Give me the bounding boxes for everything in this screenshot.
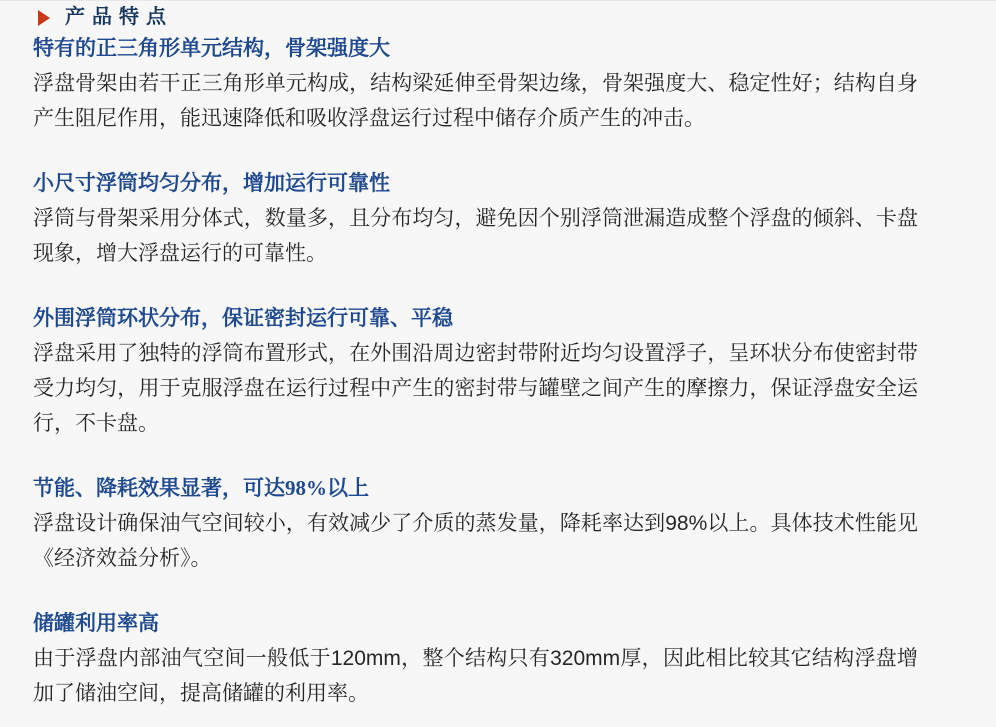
section-heading: 外围浮筒环状分布，保证密封运行可靠、平稳 [33, 306, 453, 330]
section-body: 浮盘采用了独特的浮筒布置形式，在外围沿周边密封带附近均匀设置浮子，呈环状分布使密封带受力均匀，用于克服浮盘在运行过程中产生的密封带与罐壁之间产生的摩擦力，保证浮盘安全运行，不卡盘。 [33, 342, 918, 435]
section-body: 浮盘骨架由若干正三角形单元构成，结构梁延伸至骨架边缘，骨架强度大、稳定性好；结构自身产生阻尼作用，能迅速降低和吸收浮盘运行过程中储存介质产生的冲击。 [33, 72, 918, 130]
red-triangle-bullet-icon [38, 10, 50, 26]
section-heading: 特有的正三角形单元结构，骨架强度大 [33, 36, 390, 60]
section-body: 由于浮盘内部油气空间一般低于120mm，整个结构只有320mm厚，因此相比较其它结构浮盘增加了储油空间，提高储罐的利用率。 [33, 647, 918, 705]
section-heading: 节能、降耗效果显著，可达98%以上 [33, 476, 369, 500]
page-title: 产品特点 [65, 6, 173, 28]
section-body: 浮盘设计确保油气空间较小，有效减少了介质的蒸发量，降耗率达到98%以上。具体技术性能见《经济效益分析》。 [33, 512, 918, 570]
section-body: 浮筒与骨架采用分体式，数量多，且分布均匀，避免因个别浮筒泄漏造成整个浮盘的倾斜、卡盘现象，增大浮盘运行的可靠性。 [33, 207, 918, 265]
section-heading: 小尺寸浮筒均匀分布，增加运行可靠性 [33, 171, 390, 195]
page-header [38, 4, 960, 31]
feature-section-tank-utilization [33, 606, 960, 711]
feature-section-small-floats [33, 166, 960, 271]
feature-section-ring-distribution [33, 301, 960, 441]
section-heading: 储罐利用率高 [33, 611, 159, 635]
feature-section-energy-saving [33, 471, 960, 576]
page-content [0, 1, 996, 711]
feature-section-triangle-structure [33, 31, 960, 136]
